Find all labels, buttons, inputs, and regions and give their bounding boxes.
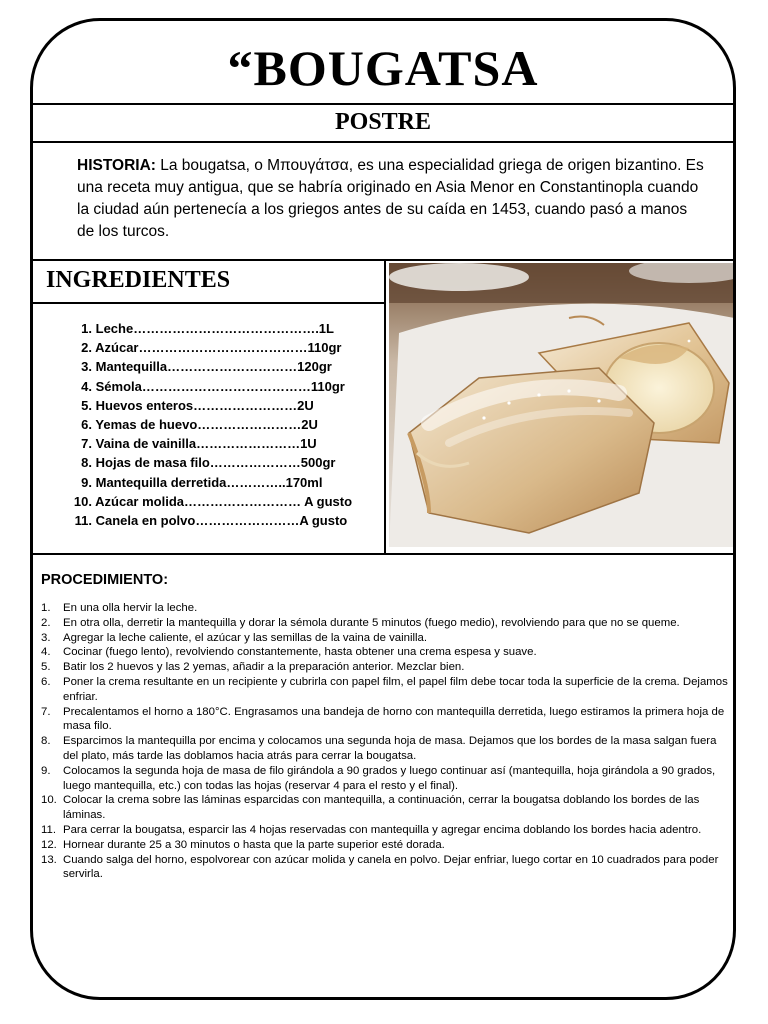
list-item: 4. Cocinar (fuego lento), revolviendo constantemente, hasta obtener una crema espesa y suave.	[41, 646, 537, 659]
list-item: 7. Precalentamos el horno a 180°C. Engrasamos una bandeja de horno con mantequilla derretida, luego estiramos la primera hoja de masa filo.	[41, 705, 725, 733]
list-item: 8. Hojas de masa filo…………………500gr	[81, 455, 336, 471]
divider	[33, 103, 733, 105]
recipe-category: POSTRE	[334, 109, 432, 135]
recipe-title: “BOUGATSA	[227, 40, 539, 96]
list-item: 9. Mantequilla derretida…………..170ml	[81, 474, 323, 490]
list-item: 10. Azúcar molida……………………… A gusto	[73, 493, 353, 509]
ingredientes-heading: INGREDIENTES	[46, 267, 231, 293]
historia-text: La bougatsa, o Μπουγάτσα, es una especialidad griega de origen bizantino. Es una receta muy antigua, que se habría originado en Asia Menor en Constantinopla cuando la ciudad aún pertenecía a los griegos antes de su caída en 1453, cuando pasó a manos de los turcos.	[77, 157, 704, 240]
list-item: 6. Poner la crema resultante en un recipiente y cubrirla con papel film, el papel film debe tocar toda la superficie de la crema. Dejamos enfriar.	[41, 675, 728, 703]
list-item: 1. En una olla hervir la leche.	[41, 602, 198, 614]
procedure-list	[41, 601, 731, 882]
ingredient-list	[69, 319, 352, 530]
divider	[33, 141, 733, 143]
list-item: 1. Leche…………………………………….1L	[81, 321, 334, 336]
list-item: 7. Vaina de vainilla……………………1U	[81, 436, 317, 452]
list-item: 6. Yemas de huevo……………………2U	[81, 417, 318, 433]
list-item: 9. Colocamos la segunda hoja de masa de filo girándola a 90 grados y luego continuar así (mantequilla, hoja girándola a 90 grados, luego mantequilla, etc.) con todas las hojas (reservar 4 para el resto y el final).	[41, 764, 716, 792]
list-item: 2. Azúcar…………………………………110gr	[81, 340, 342, 356]
list-item: 3. Mantequilla…………………………120gr	[81, 359, 332, 375]
recipe-card	[30, 18, 736, 1000]
procedimiento-heading: PROCEDIMIENTO:	[41, 572, 169, 588]
list-item: 2. En otra olla, derretir la mantequilla y dorar la sémola durante 5 minutos (fuego medio), revolviendo para que no se queme.	[41, 616, 680, 629]
list-item: 5. Huevos enteros……………………2U	[81, 397, 314, 413]
list-item: 5. Batir los 2 huevos y las 2 yemas, añadir a la preparación anterior. Mezclar bien.	[41, 661, 465, 674]
list-item: 11. Canela en polvo……………………A gusto	[74, 513, 348, 529]
divider	[33, 553, 733, 555]
list-item: 8. Esparcimos la mantequilla por encima y colocamos una segunda hoja de masa. Dejamos que los bordes de la masa salgan fuera del plato, más tarde las doblamos hacia atrás para cerrar la bougatsa.	[41, 735, 717, 762]
bougatsa-photo	[389, 263, 734, 547]
divider	[33, 259, 733, 261]
list-item: 12. Hornear durante 25 a 30 minutos o hasta que la parte superior esté dorada.	[41, 838, 445, 851]
list-item: 10. Colocar la crema sobre las láminas esparcidas con mantequilla, a continuación, cerrar la bougatsa doblando los bordes de las láminas.	[41, 794, 700, 822]
historia-label: HISTORIA:	[77, 157, 156, 174]
list-item: 3. Agregar la leche caliente, el azúcar y las semillas de la vaina de vainilla.	[41, 631, 428, 644]
divider	[33, 302, 384, 304]
historia-paragraph	[77, 155, 707, 243]
list-item: 13. Cuando salga del horno, espolvorear con azúcar molida y canela en polvo. Dejar enfriar, luego cortar en 10 cuadrados para poder servirla.	[41, 853, 719, 881]
list-item: 11. Para cerrar la bougatsa, esparcir las 4 hojas reservadas con mantequilla y agregar encima doblando los bordes hacia adentro.	[41, 823, 702, 836]
list-item: 4. Sémola…………………………………110gr	[81, 378, 345, 394]
divider	[384, 259, 386, 553]
